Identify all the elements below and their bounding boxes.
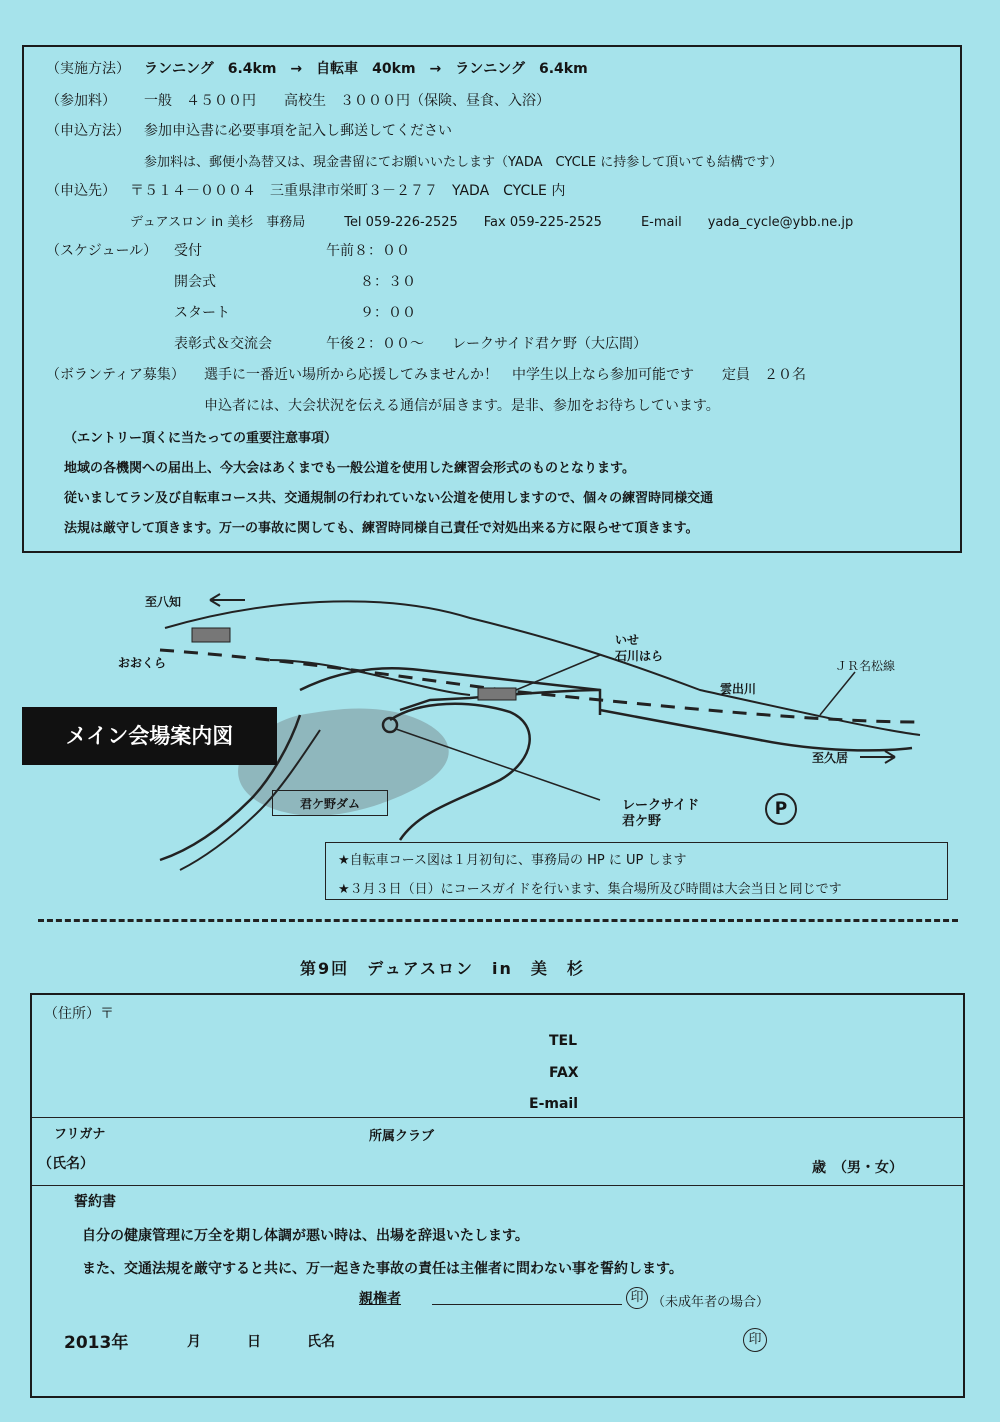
method-value: ランニング 6.4km → 自転車 40km → ランニング 6.4km <box>144 61 588 77</box>
pledge-text: また、交通法規を厳守すると共に、万一起きた事故の責任は主催者に問わない事を誓約します。 <box>82 1261 683 1277</box>
notice-line: 従いましてラン及び自転車コース共、交通規制の行われていない公道を使用しますので、個々の練習時同様交通 <box>64 491 714 506</box>
schedule-label: （スケジュール） <box>46 243 158 259</box>
road-to-hisai <box>600 710 912 750</box>
volunteer-text: 選手に一番近い場所から応援してみませんか！ 中学生以上なら参加可能です 定員 ２０名 <box>204 367 806 383</box>
fee-label: （参加料） <box>46 93 116 109</box>
schedule-time: ８：３０ <box>360 274 416 290</box>
form-divider <box>32 1117 963 1118</box>
pledge-text: 自分の健康管理に万全を期し体調が悪い時は、出場を辞退いたします。 <box>82 1228 529 1244</box>
schedule-item: 開会式 <box>174 274 216 290</box>
name-label[interactable]: （氏名） <box>38 1156 94 1172</box>
signature-label[interactable]: 氏名 <box>307 1334 335 1350</box>
method-label: （実施方法） <box>46 61 130 77</box>
map-note: ★３月３日（日）にコースガイドを行います、集合場所及び時間は大会当日と同じです <box>338 882 842 897</box>
to-yachi-label: 至八知 <box>145 595 182 609</box>
parking-icon: P <box>765 793 797 825</box>
dam-label: 君ケ野ダム <box>272 790 388 816</box>
map-note: ★自転車コース図は１月初旬に、事務局の HP に UP します <box>338 853 687 868</box>
map-notes-box <box>325 842 948 900</box>
minor-note: （未成年者の場合） <box>652 1295 770 1310</box>
address-label[interactable]: （住所）〒 <box>44 1006 114 1022</box>
form-title: 第9回 デュアスロン in 美 杉 <box>300 959 585 978</box>
jr-line-label: ＪＲ名松線 <box>835 659 896 673</box>
pledge-title: 誓約書 <box>74 1194 116 1210</box>
fee-value: 一般 ４５００円 高校生 ３０００円（保険、昼食、入浴） <box>144 93 550 109</box>
river-label: 雲出川 <box>720 682 757 696</box>
to-hisai-label: 至久居 <box>812 751 849 765</box>
okura-label: おおくら <box>118 656 167 670</box>
map-title: メイン会場案内図 <box>22 707 277 765</box>
club-label[interactable]: 所属クラブ <box>369 1129 435 1144</box>
entry-form <box>30 993 965 1398</box>
volunteer-note: 申込者には、大会状況を伝える通信が届きます。是非、参加をお待ちしています。 <box>204 398 720 414</box>
lakeside-label: レークサイド <box>622 798 700 813</box>
isekari-station <box>478 688 516 700</box>
payment-note: 参加料は、郵便小為替又は、現金書留にてお願いいたします（YADA CYCLE に持参して頂いても結構です） <box>144 155 783 170</box>
schedule-time: 午前８：００ <box>326 243 410 259</box>
schedule-item: 受付 <box>174 243 202 259</box>
apply-to-address: 〒５１４－０００４ 三重県津市栄町３－２７７ YADA CYCLE 内 <box>130 183 566 199</box>
arrow-right-icon <box>860 751 895 763</box>
seal-icon: 印 <box>626 1287 648 1309</box>
arrow-left-icon <box>210 594 245 606</box>
event-info-box <box>22 45 962 553</box>
notice-line: 法規は厳守して頂きます。万一の事故に関しても、練習時同様自己責任で対処出来る方に限らせて頂きます。 <box>64 521 699 536</box>
email-label[interactable]: E-mail <box>529 1096 579 1112</box>
form-divider <box>32 1185 963 1186</box>
date-month[interactable]: 月 <box>187 1334 201 1350</box>
notice-line: 地域の各機関への届出上、今大会はあくまでも一般公道を使用した練習会形式のものとなります。 <box>64 461 635 476</box>
guardian-signature-line <box>432 1304 622 1305</box>
notice-title: （エントリー頂くに当たっての重要注意事項） <box>64 431 338 446</box>
date-year[interactable]: 2013年 <box>64 1333 129 1353</box>
schedule-time: 午後２：００～ レークサイド君ケ野（大広間） <box>326 336 648 352</box>
apply-to-label: （申込先） <box>46 183 116 199</box>
age-sex-label[interactable]: 歳 （男・女） <box>812 1160 903 1176</box>
lakeside-label-2: 君ケ野 <box>622 814 662 829</box>
cut-line <box>38 919 958 922</box>
okura-station <box>192 628 230 642</box>
furigana-label[interactable]: フリガナ <box>54 1127 106 1142</box>
schedule-item: スタート <box>174 305 230 321</box>
tel-label[interactable]: TEL <box>549 1033 578 1049</box>
volunteer-label: （ボランティア募集） <box>46 367 185 383</box>
fax-label[interactable]: FAX <box>549 1065 579 1081</box>
seal-icon: 印 <box>743 1328 767 1352</box>
guardian-label[interactable]: 親権者 <box>359 1291 401 1307</box>
schedule-item: 表彰式＆交流会 <box>174 336 272 352</box>
isekari-label: いせ 石川はら <box>615 633 664 663</box>
apply-method-value: 参加申込書に必要事項を記入し郵送してください <box>144 123 452 139</box>
date-day[interactable]: 日 <box>247 1334 261 1350</box>
office-contact: デュアスロン in 美杉 事務局 Tel 059-226-2525 Fax 059-225-2525 E-mail yada_cycle@ybb.ne.jp <box>130 215 854 230</box>
river-bank-upper <box>165 601 920 735</box>
schedule-time: ９：００ <box>360 305 416 321</box>
apply-method-label: （申込方法） <box>46 123 130 139</box>
